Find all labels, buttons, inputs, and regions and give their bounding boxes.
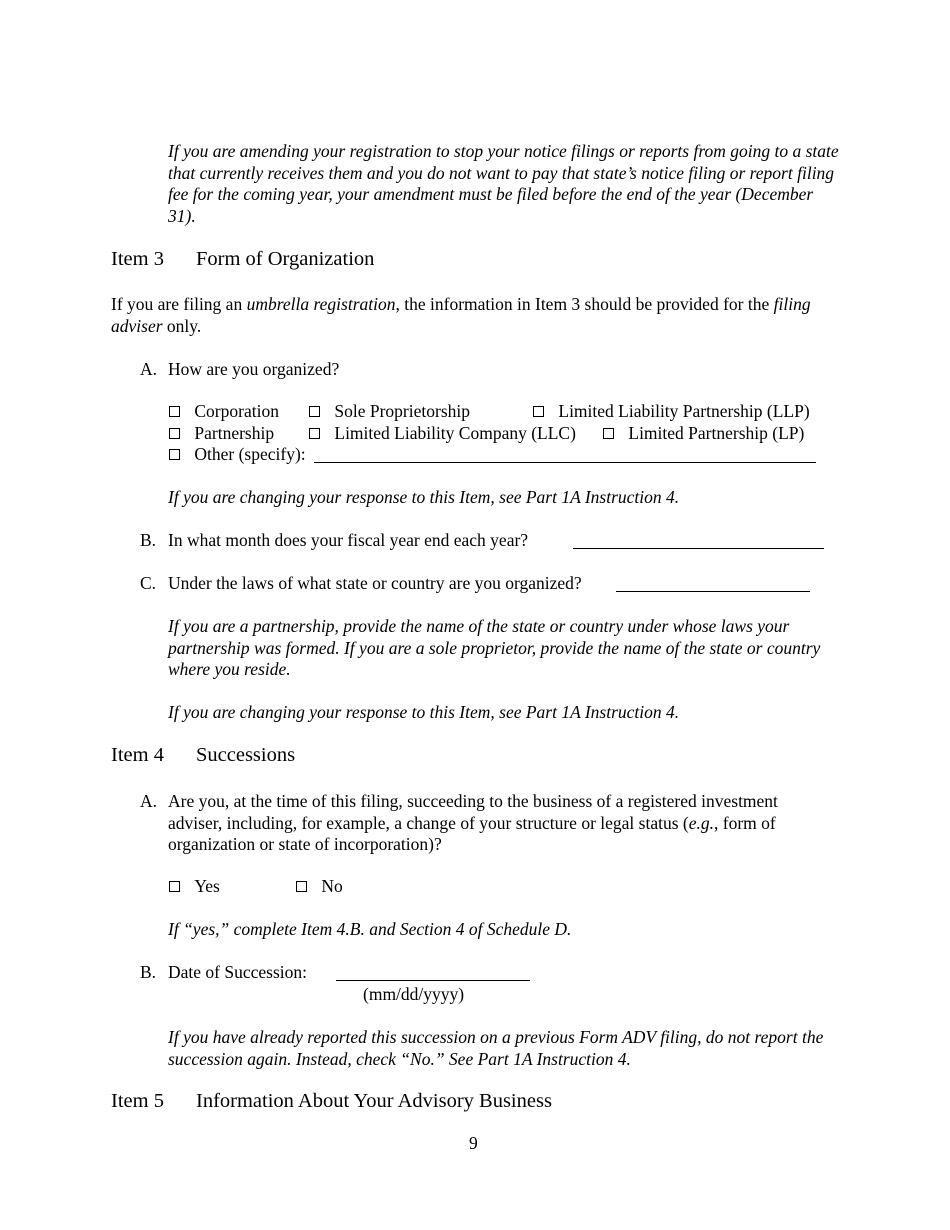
item3-intro-post: only. [162, 315, 202, 336]
item3-c-note-changing: If you are changing your response to this Item, see Part 1A Instruction 4. [168, 702, 680, 722]
llp-label: Limited Liability Partnership (LLP) [558, 401, 810, 421]
item3-number: Item 3 [111, 248, 164, 270]
llc-checkbox[interactable] [309, 428, 320, 439]
item4-number: Item 4 [111, 744, 164, 766]
option-sole-proprietorship[interactable] [309, 401, 470, 422]
item3-c-letter: C. [140, 573, 157, 593]
item3-intro [111, 294, 836, 337]
llc-label: Limited Liability Company (LLC) [334, 423, 576, 443]
item4-a-question [168, 791, 828, 856]
item3-a-letter: A. [140, 359, 158, 379]
item4-a-note: If “yes,” complete Item 4.B. and Section 4 of Schedule D. [168, 919, 572, 939]
date-of-succession-label: Date of Succession: [168, 962, 307, 982]
item4-b-note: If you have already reported this succession on a previous Form ADV filing, do not report the succession again. Instead, check “No.” See Part 1A Instruction 4. [168, 1027, 824, 1069]
date-of-succession-field[interactable] [336, 964, 530, 981]
item3-intro-mid: , the information in Item 3 should be provided for the [395, 294, 774, 314]
item4-title: Successions [196, 744, 296, 766]
option-no[interactable] [296, 876, 343, 897]
yes-label: Yes [194, 876, 220, 896]
corporation-checkbox[interactable] [169, 406, 180, 417]
partnership-checkbox[interactable] [169, 428, 180, 439]
item3-b-question: In what month does your fiscal year end each year? [168, 530, 529, 550]
option-other[interactable] [169, 444, 306, 465]
option-llp[interactable] [533, 401, 810, 422]
fiscal-year-end-field[interactable] [573, 532, 824, 549]
option-yes[interactable] [169, 876, 220, 897]
item4-a-letter: A. [140, 791, 158, 811]
corporation-label: Corporation [194, 401, 279, 421]
amendment-note: If you are amending your registration to stop your notice filings or reports from going to a state that currently receives them and you do not want to pay that state’s notice filing or report filing fee for the coming year, your amendment must be filed before the end of the year (December 31). [168, 141, 839, 226]
item3-intro-em-umbrella: umbrella registration [246, 294, 396, 314]
item3-c-question: Under the laws of what state or country are you organized? [168, 573, 582, 593]
item3-intro-em-filing-adviser: filing adviser [111, 294, 811, 336]
option-partnership[interactable] [169, 423, 274, 444]
lp-label: Limited Partnership (LP) [628, 423, 805, 443]
item5-number: Item 5 [111, 1090, 164, 1112]
date-format-hint: (mm/dd/yyyy) [363, 984, 465, 1004]
no-checkbox[interactable] [296, 881, 307, 892]
item4-a-question-em: e.g. [688, 812, 715, 833]
item4-a-question-post: , form of organization or state of incorporation)? [168, 812, 776, 854]
other-specify-field[interactable] [314, 446, 816, 463]
partnership-label: Partnership [194, 423, 275, 443]
sole-proprietorship-checkbox[interactable] [309, 406, 320, 417]
item3-title: Form of Organization [196, 248, 375, 270]
llp-checkbox[interactable] [533, 406, 544, 417]
other-label: Other (specify): [194, 444, 306, 464]
item5-title: Information About Your Advisory Business [196, 1090, 552, 1112]
no-label: No [321, 876, 343, 896]
lp-checkbox[interactable] [603, 428, 614, 439]
sole-proprietorship-label: Sole Proprietorship [334, 401, 470, 421]
yes-checkbox[interactable] [169, 881, 180, 892]
item4-b-letter: B. [140, 962, 157, 982]
item3-a-question: How are you organized? [168, 359, 340, 379]
option-llc[interactable] [309, 423, 576, 444]
item3-b-letter: B. [140, 530, 157, 550]
other-checkbox[interactable] [169, 449, 180, 460]
item4-a-question-pre: Are you, at the time of this filing, succeeding to the business of a registered investment adviser, including, for example, a change of your structure or legal status ( [168, 791, 778, 833]
page-number: 9 [469, 1133, 478, 1153]
state-country-field[interactable] [616, 575, 810, 592]
item3-c-note-partnership: If you are a partnership, provide the name of the state or country under whose laws your partnership was formed. If you are a sole proprietor, provide the name of the state or country where you reside. [168, 616, 821, 679]
option-corporation[interactable] [169, 401, 279, 422]
option-lp[interactable] [603, 423, 804, 444]
item3-a-note: If you are changing your response to this Item, see Part 1A Instruction 4. [168, 487, 680, 507]
item3-intro-pre: If you are filing an [111, 294, 247, 314]
